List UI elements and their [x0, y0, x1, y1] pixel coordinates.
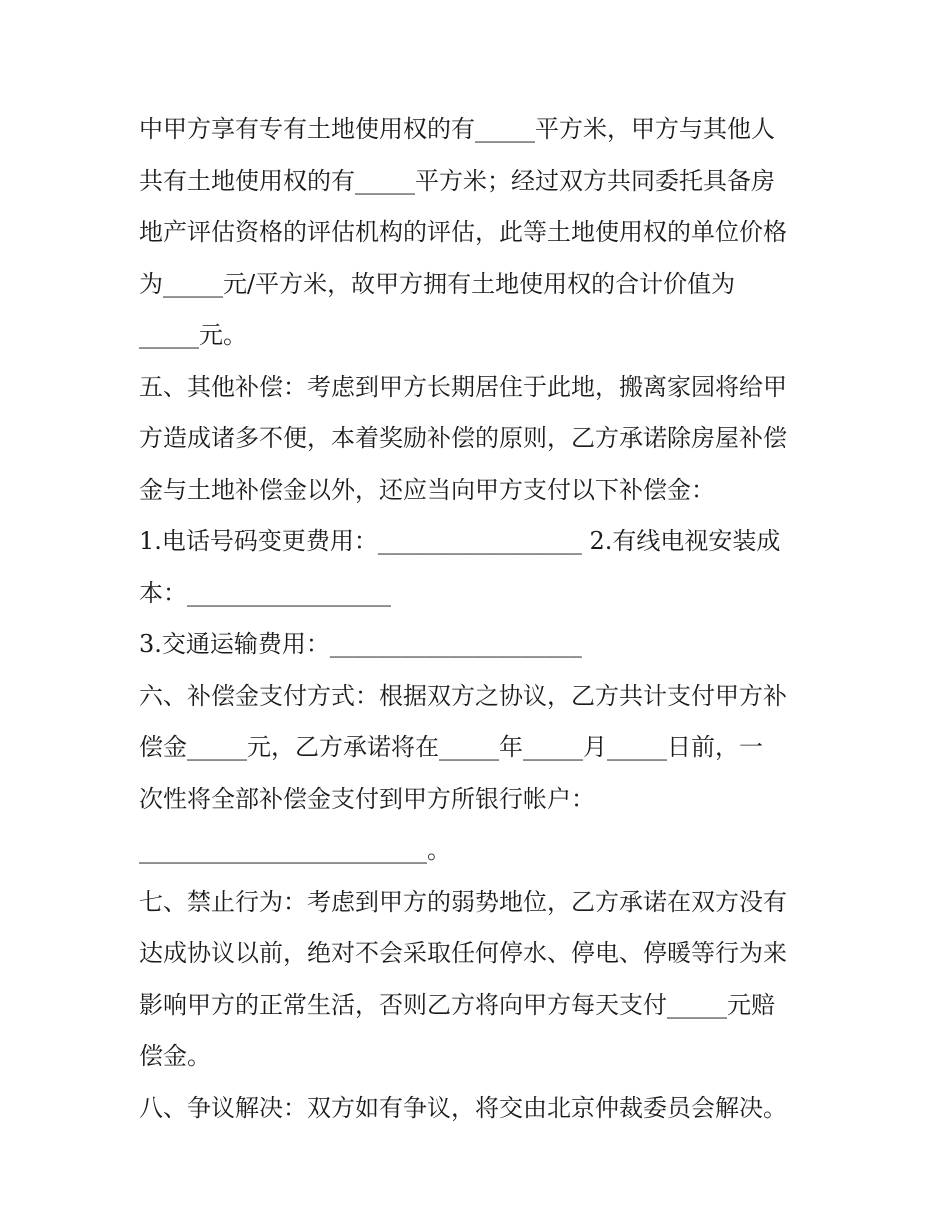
list-item-line: 本：_________________: [139, 578, 391, 607]
list-item-line: 3.交通运输费用：_____________________: [139, 630, 582, 658]
section-8-heading-line: 八、争议解决：双方如有争议，将交由北京仲裁委员会解决。: [139, 1093, 787, 1122]
text-line: 共有土地使用权的有_____平方米；经过双方共同委托具备房: [139, 166, 775, 195]
text-line: 为_____元/平方米，故甲方拥有土地使用权的合计价值为: [139, 269, 736, 298]
text-line: 金与土地补偿金以外，还应当向甲方支付以下补偿金：: [139, 475, 715, 504]
text-line: 达成协议以前，绝对不会采取任何停水、停电、停暖等行为来: [139, 939, 787, 967]
text-line: 地产评估资格的评估机构的评估，此等土地使用权的单位价格: [139, 218, 787, 246]
section-7-heading-line: 七、禁止行为：考虑到甲方的弱势地位，乙方承诺在双方没有: [139, 887, 787, 916]
text-line: 影响甲方的正常生活，否则乙方将向甲方每天支付_____元赔: [139, 990, 775, 1019]
text-line: 方造成诸多不便，本着奖励补偿的原则，乙方承诺除房屋补偿: [139, 424, 787, 452]
section-6-heading-line: 六、补偿金支付方式：根据双方之协议，乙方共计支付甲方补: [139, 681, 787, 710]
text-line: ________________________。: [139, 836, 451, 864]
text-line: 偿金。: [139, 1042, 211, 1070]
section-5-heading-line: 五、其他补偿：考虑到甲方长期居住于此地，搬离家园将给甲: [139, 372, 787, 401]
document-body: [139, 104, 839, 1134]
text-line: 中甲方享有专有土地使用权的有_____平方米，甲方与其他人: [139, 115, 775, 143]
text-line: _____元。: [139, 321, 247, 349]
text-line: 偿金_____元，乙方承诺将在_____年_____月_____日前，一: [139, 733, 763, 761]
list-item-line: 1.电话号码变更费用：_________________ 2.有线电视安装成: [139, 527, 781, 555]
text-line: 次性将全部补偿金支付到甲方所银行帐户：: [139, 784, 595, 813]
